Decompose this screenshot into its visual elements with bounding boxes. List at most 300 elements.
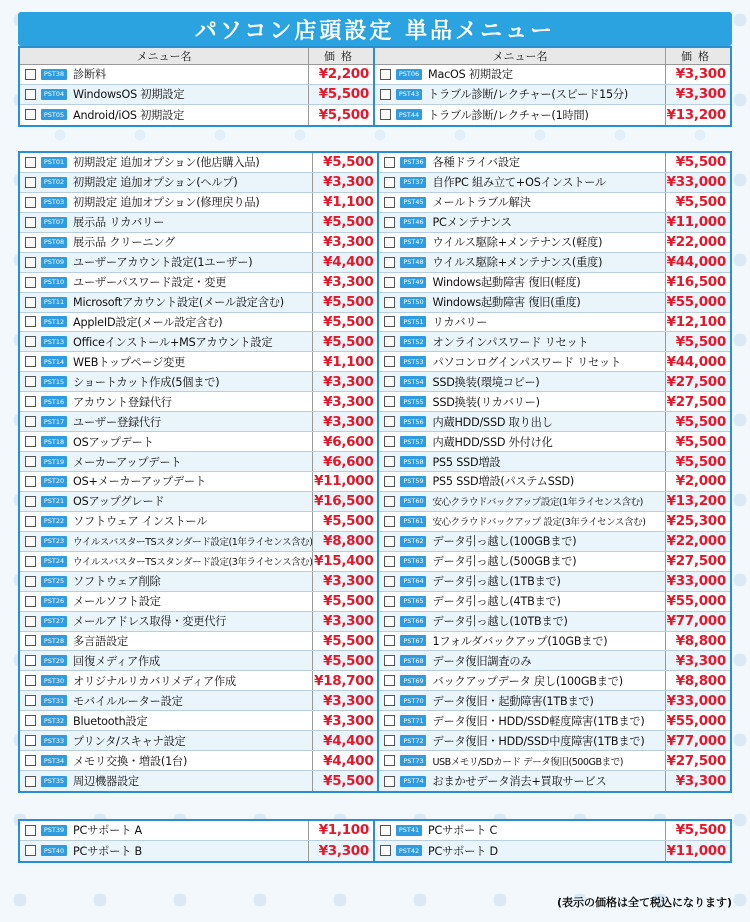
menu-code-badge: PST52 [400,336,426,347]
checkbox[interactable] [384,297,395,308]
menu-row [20,173,377,193]
menu-code-badge: PST17 [41,416,67,427]
checkbox[interactable] [384,356,395,367]
menu-item-name: PCサポート C [428,821,666,840]
menu-code-badge: PST36 [400,157,426,168]
checkbox[interactable] [384,456,395,467]
checkbox[interactable] [384,217,395,228]
menu-code-badge: PST55 [400,396,426,407]
menu-item-name: リカバリー [432,313,666,332]
menu-item-name: データ復旧・HDD/SSD軽度障害(1TBまで) [432,711,666,730]
checkbox[interactable] [25,396,36,407]
menu-code-badge: PST09 [41,257,67,268]
menu-item-name: モバイルルーター設定 [73,691,313,710]
menu-row [20,352,377,372]
menu-column-left [20,48,375,125]
checkbox[interactable] [384,655,395,666]
menu-code-badge: PST46 [400,217,426,228]
checkbox[interactable] [384,536,395,547]
menu-item-price: ¥5,500 [318,106,369,123]
checkbox[interactable] [25,476,36,487]
menu-item-name: PCサポート D [428,841,666,861]
menu-code-badge: PST43 [396,89,422,100]
menu-item-price: ¥22,000 [666,234,726,251]
checkbox[interactable] [25,157,36,168]
table-header [20,48,373,65]
checkbox[interactable] [384,635,395,646]
checkbox[interactable] [25,277,36,288]
menu-item-name: データ引っ越し(4TBまで) [432,592,666,611]
menu-row [379,452,730,472]
checkbox[interactable] [384,576,395,587]
checkbox[interactable] [25,616,36,627]
menu-item-price: ¥3,300 [323,692,374,709]
menu-item-price: ¥5,500 [675,194,726,211]
menu-table-support [18,819,732,863]
checkbox[interactable] [384,695,395,706]
menu-code-badge: PST54 [400,376,426,387]
menu-row [20,651,377,671]
menu-code-badge: PST35 [41,776,67,787]
menu-item-price: ¥3,300 [323,373,374,390]
menu-item-name: アカウント登録代行 [73,392,313,411]
menu-code-badge: PST26 [41,596,67,607]
menu-item-name: OSアップグレード [73,492,313,511]
menu-row [20,592,377,612]
checkbox[interactable] [384,436,395,447]
menu-item-name: Android/iOS 初期設定 [73,105,309,125]
menu-item-name: Officeインストール+MSアカウント設定 [73,332,313,351]
checkbox[interactable] [384,735,395,746]
menu-item-price: ¥5,500 [323,154,374,171]
menu-item-price: ¥4,400 [323,732,374,749]
checkbox[interactable] [380,109,391,120]
checkbox[interactable] [384,416,395,427]
menu-column-right [375,821,730,861]
menu-item-name: WindowsOS 初期設定 [73,85,309,104]
menu-item-price: ¥2,200 [318,66,369,83]
menu-item-price: ¥16,500 [314,493,374,510]
header-name: メニュー名 [20,48,309,64]
menu-row [379,552,730,572]
menu-item-price: ¥11,000 [666,842,726,859]
menu-code-badge: PST23 [41,536,67,547]
menu-code-badge: PST27 [41,616,67,627]
checkbox[interactable] [25,825,36,836]
header-price: 価格 [324,50,358,63]
checkbox[interactable] [25,89,36,100]
menu-item-name: プリンタ/スキャナ設定 [73,731,313,750]
checkbox[interactable] [384,476,395,487]
checkbox[interactable] [384,616,395,627]
menu-item-name: 多言語設定 [73,632,313,651]
menu-item-price: ¥27,500 [666,373,726,390]
menu-item-price: ¥5,500 [323,593,374,610]
menu-code-badge: PST37 [400,177,426,188]
menu-code-badge: PST49 [400,277,426,288]
checkbox[interactable] [25,197,36,208]
menu-row [379,612,730,632]
checkbox[interactable] [384,257,395,268]
menu-item-price: ¥3,300 [323,712,374,729]
menu-item-name: AppleID設定(メール設定含む) [73,313,313,332]
menu-code-badge: PST69 [400,675,426,686]
menu-item-price: ¥6,600 [323,453,374,470]
menu-row [379,711,730,731]
checkbox[interactable] [25,516,36,527]
menu-item-price: ¥5,500 [675,453,726,470]
menu-row [379,751,730,771]
menu-code-badge: PST51 [400,316,426,327]
checkbox[interactable] [25,576,36,587]
checkbox[interactable] [25,715,36,726]
menu-row [20,731,377,751]
checkbox[interactable] [25,297,36,308]
checkbox[interactable] [25,635,36,646]
menu-item-price: ¥5,500 [323,652,374,669]
menu-row [379,253,730,273]
menu-item-price: ¥3,300 [675,86,726,103]
menu-item-name: ウイルスバスターTSスタンダード設定(1年ライセンス含む) [73,532,313,551]
menu-row [379,651,730,671]
menu-item-price: ¥3,300 [323,573,374,590]
checkbox[interactable] [25,416,36,427]
menu-item-price: ¥5,500 [323,214,374,231]
menu-item-name: メールトラブル解決 [432,193,666,212]
menu-row [20,572,377,592]
menu-row [375,841,730,861]
checkbox[interactable] [25,237,36,248]
menu-code-badge: PST03 [41,197,67,208]
menu-item-price: ¥27,500 [666,393,726,410]
menu-item-price: ¥33,000 [666,573,726,590]
checkbox[interactable] [384,277,395,288]
menu-code-badge: PST67 [400,635,426,646]
menu-code-badge: PST42 [396,845,422,856]
menu-code-badge: PST59 [400,476,426,487]
menu-code-badge: PST02 [41,177,67,188]
menu-code-badge: PST63 [400,556,426,567]
menu-item-name: データ復旧・HDD/SSD中度障害(1TBまで) [432,731,666,750]
menu-code-badge: PST30 [41,675,67,686]
checkbox[interactable] [384,496,395,507]
menu-item-name: オンラインパスワード リセット [432,332,666,351]
menu-row [20,273,377,293]
menu-row [379,213,730,233]
menu-item-name: 診断料 [73,65,309,84]
menu-code-badge: PST07 [41,217,67,228]
checkbox[interactable] [384,396,395,407]
menu-item-price: ¥5,500 [323,294,374,311]
menu-code-badge: PST15 [41,376,67,387]
checkbox[interactable] [25,596,36,607]
menu-row [20,691,377,711]
menu-row [379,352,730,372]
menu-code-badge: PST24 [41,556,67,567]
checkbox[interactable] [384,715,395,726]
menu-code-badge: PST32 [41,715,67,726]
menu-code-badge: PST34 [41,755,67,766]
menu-item-price: ¥5,500 [675,333,726,350]
menu-item-price: ¥33,000 [666,692,726,709]
page-title: パソコン店頭設定 単品メニュー [194,18,556,44]
checkbox[interactable] [25,456,36,467]
menu-row [20,313,377,333]
menu-code-badge: PST10 [41,277,67,288]
menu-table-basic [18,46,732,127]
menu-item-name: OSアップデート [73,432,313,451]
menu-item-name: データ引っ越し(1TBまで) [432,572,666,591]
menu-item-name: 周辺機器設定 [73,771,313,791]
menu-code-badge: PST21 [41,496,67,507]
menu-item-name: Microsoftアカウント設定(メール設定含む) [73,293,313,312]
menu-item-price: ¥2,000 [675,473,726,490]
menu-item-name: Windows起動障害 復旧(重度) [432,293,666,312]
menu-row [379,193,730,213]
checkbox[interactable] [384,776,395,787]
menu-item-price: ¥1,100 [323,194,374,211]
menu-item-name: ウイルス駆除+メンテナンス(重度) [432,253,666,272]
checkbox[interactable] [25,845,36,856]
menu-item-name: 安心クラウドバックアップ 設定(3年ライセンス含む) [432,512,666,531]
menu-row [20,432,377,452]
menu-code-badge: PST58 [400,456,426,467]
menu-item-price: ¥5,500 [675,154,726,171]
menu-item-name: メールアドレス取得・変更代行 [73,612,313,631]
menu-row [379,273,730,293]
menu-code-badge: PST39 [41,825,67,836]
menu-item-price: ¥3,300 [323,274,374,291]
menu-code-badge: PST13 [41,336,67,347]
menu-item-name: 各種ドライバ設定 [432,153,666,172]
menu-code-badge: PST44 [396,109,422,120]
menu-item-name: 自作PC 組み立て+OSインストール [432,173,666,192]
checkbox[interactable] [380,825,391,836]
menu-row [375,65,730,85]
menu-item-name: MacOS 初期設定 [428,65,666,84]
menu-row [20,293,377,313]
menu-item-price: ¥18,700 [314,672,374,689]
menu-row [20,392,377,412]
menu-item-price: ¥13,200 [666,493,726,510]
menu-item-price: ¥15,400 [314,553,374,570]
menu-item-price: ¥5,500 [675,413,726,430]
menu-item-name: 展示品 リカバリー [73,213,313,232]
menu-item-name: PS5 SSD増設(パステムSSD) [432,472,666,491]
menu-code-badge: PST73 [400,755,426,766]
menu-item-price: ¥5,500 [675,433,726,450]
menu-item-name: 初期設定 追加オプション(修理戻り品) [73,193,313,212]
menu-item-name: ユーザー登録代行 [73,412,313,431]
menu-code-badge: PST29 [41,655,67,666]
menu-row [379,392,730,412]
menu-code-badge: PST53 [400,356,426,367]
checkbox[interactable] [384,675,395,686]
menu-column-left [20,153,379,791]
menu-item-price: ¥11,000 [666,214,726,231]
menu-item-price: ¥55,000 [666,294,726,311]
menu-item-name: ウイルス駆除+メンテナンス(軽度) [432,233,666,252]
menu-item-name: メールソフト設定 [73,592,313,611]
menu-code-badge: PST60 [400,496,426,507]
menu-code-badge: PST68 [400,655,426,666]
menu-item-name: 初期設定 追加オプション(ヘルプ) [73,173,313,192]
menu-item-price: ¥22,000 [666,533,726,550]
menu-code-badge: PST20 [41,476,67,487]
menu-item-price: ¥77,000 [666,732,726,749]
checkbox[interactable] [384,197,395,208]
menu-code-badge: PST31 [41,695,67,706]
checkbox[interactable] [25,356,36,367]
menu-item-name: データ引っ越し(500GBまで) [432,552,666,571]
menu-item-name: SSD換装(リカバリー) [432,392,666,411]
menu-code-badge: PST41 [396,825,422,836]
menu-code-badge: PST19 [41,456,67,467]
checkbox[interactable] [384,237,395,248]
menu-row [20,253,377,273]
menu-column-left [20,821,375,861]
menu-row [379,691,730,711]
checkbox[interactable] [25,755,36,766]
menu-item-name: ソフトウェア インストール [73,512,313,531]
menu-item-price: ¥4,400 [323,254,374,271]
menu-code-badge: PST40 [41,845,67,856]
menu-item-price: ¥55,000 [666,712,726,729]
checkbox[interactable] [25,695,36,706]
menu-item-name: ユーザーパスワード設定・変更 [73,273,313,292]
menu-item-price: ¥13,200 [666,106,726,123]
checkbox[interactable] [384,336,395,347]
menu-code-badge: PST01 [41,157,67,168]
checkbox[interactable] [25,217,36,228]
checkbox[interactable] [25,496,36,507]
checkbox[interactable] [25,257,36,268]
checkbox[interactable] [25,536,36,547]
checkbox[interactable] [25,316,36,327]
menu-row [20,532,377,552]
menu-item-name: PCサポート A [73,821,309,840]
menu-row [20,771,377,791]
menu-item-name: 展示品 クリーニング [73,233,313,252]
menu-row [20,671,377,691]
menu-item-name: ソフトウェア削除 [73,572,313,591]
menu-item-price: ¥3,300 [323,413,374,430]
checkbox[interactable] [384,556,395,567]
menu-item-price: ¥5,500 [323,333,374,350]
page-title-banner [18,12,732,46]
menu-item-price: ¥16,500 [666,274,726,291]
menu-code-badge: PST71 [400,715,426,726]
checkbox[interactable] [25,109,36,120]
checkbox[interactable] [25,655,36,666]
menu-row [375,105,730,125]
checkbox[interactable] [25,376,36,387]
menu-item-name: OS+メーカーアップデート [73,472,313,491]
menu-item-name: PCサポート B [73,841,309,861]
checkbox[interactable] [25,177,36,188]
menu-item-name: WEBトップページ変更 [73,352,313,371]
menu-code-badge: PST05 [41,109,67,120]
checkbox[interactable] [384,596,395,607]
menu-row [379,632,730,652]
menu-code-badge: PST38 [41,69,67,80]
menu-row [20,841,373,861]
checkbox[interactable] [384,316,395,327]
menu-item-price: ¥5,500 [323,632,374,649]
menu-item-price: ¥3,300 [318,842,369,859]
checkbox[interactable] [25,776,36,787]
menu-item-price: ¥3,300 [675,773,726,790]
menu-row [20,552,377,572]
menu-code-badge: PST50 [400,297,426,308]
menu-row [379,512,730,532]
checkbox[interactable] [25,336,36,347]
menu-item-name: バックアップデータ 戻し(100GBまで) [432,671,666,690]
menu-item-name: PCメンテナンス [432,213,666,232]
menu-row [20,751,377,771]
checkbox[interactable] [25,556,36,567]
checkbox[interactable] [380,89,391,100]
menu-row [20,85,373,105]
menu-row [379,492,730,512]
menu-row [379,572,730,592]
menu-item-name: データ復旧調査のみ [432,651,666,670]
checkbox[interactable] [384,376,395,387]
menu-row [379,771,730,791]
menu-row [379,671,730,691]
checkbox[interactable] [384,177,395,188]
menu-code-badge: PST47 [400,237,426,248]
menu-column-right [375,48,730,125]
menu-item-price: ¥3,300 [675,66,726,83]
checkbox[interactable] [25,675,36,686]
menu-code-badge: PST74 [400,776,426,787]
menu-item-price: ¥5,500 [323,313,374,330]
menu-item-name: 安心クラウドバックアップ設定(1年ライセンス含む) [432,492,666,511]
menu-item-name: ショートカット作成(5個まで) [73,372,313,391]
menu-code-badge: PST33 [41,735,67,746]
checkbox[interactable] [380,845,391,856]
checkbox[interactable] [25,436,36,447]
menu-item-price: ¥27,500 [666,553,726,570]
menu-row [20,153,377,173]
checkbox[interactable] [380,69,391,80]
menu-code-badge: PST48 [400,257,426,268]
checkbox[interactable] [384,755,395,766]
checkbox[interactable] [25,735,36,746]
menu-code-badge: PST22 [41,516,67,527]
menu-item-price: ¥8,800 [675,632,726,649]
menu-row [379,173,730,193]
checkbox[interactable] [384,157,395,168]
menu-row [379,313,730,333]
menu-item-price: ¥4,400 [323,752,374,769]
menu-code-badge: PST08 [41,237,67,248]
menu-row [20,193,377,213]
checkbox[interactable] [25,69,36,80]
menu-item-price: ¥3,300 [323,174,374,191]
checkbox[interactable] [384,516,395,527]
menu-item-name: パソコンログインパスワード リセット [432,352,666,371]
menu-item-price: ¥5,500 [323,773,374,790]
menu-item-price: ¥25,300 [666,513,726,530]
menu-row [20,332,377,352]
menu-code-badge: PST65 [400,596,426,607]
menu-item-name: おまかせデータ消去+買取サービス [432,771,666,791]
menu-item-price: ¥44,000 [666,353,726,370]
menu-row [20,233,377,253]
menu-item-price: ¥3,300 [323,613,374,630]
